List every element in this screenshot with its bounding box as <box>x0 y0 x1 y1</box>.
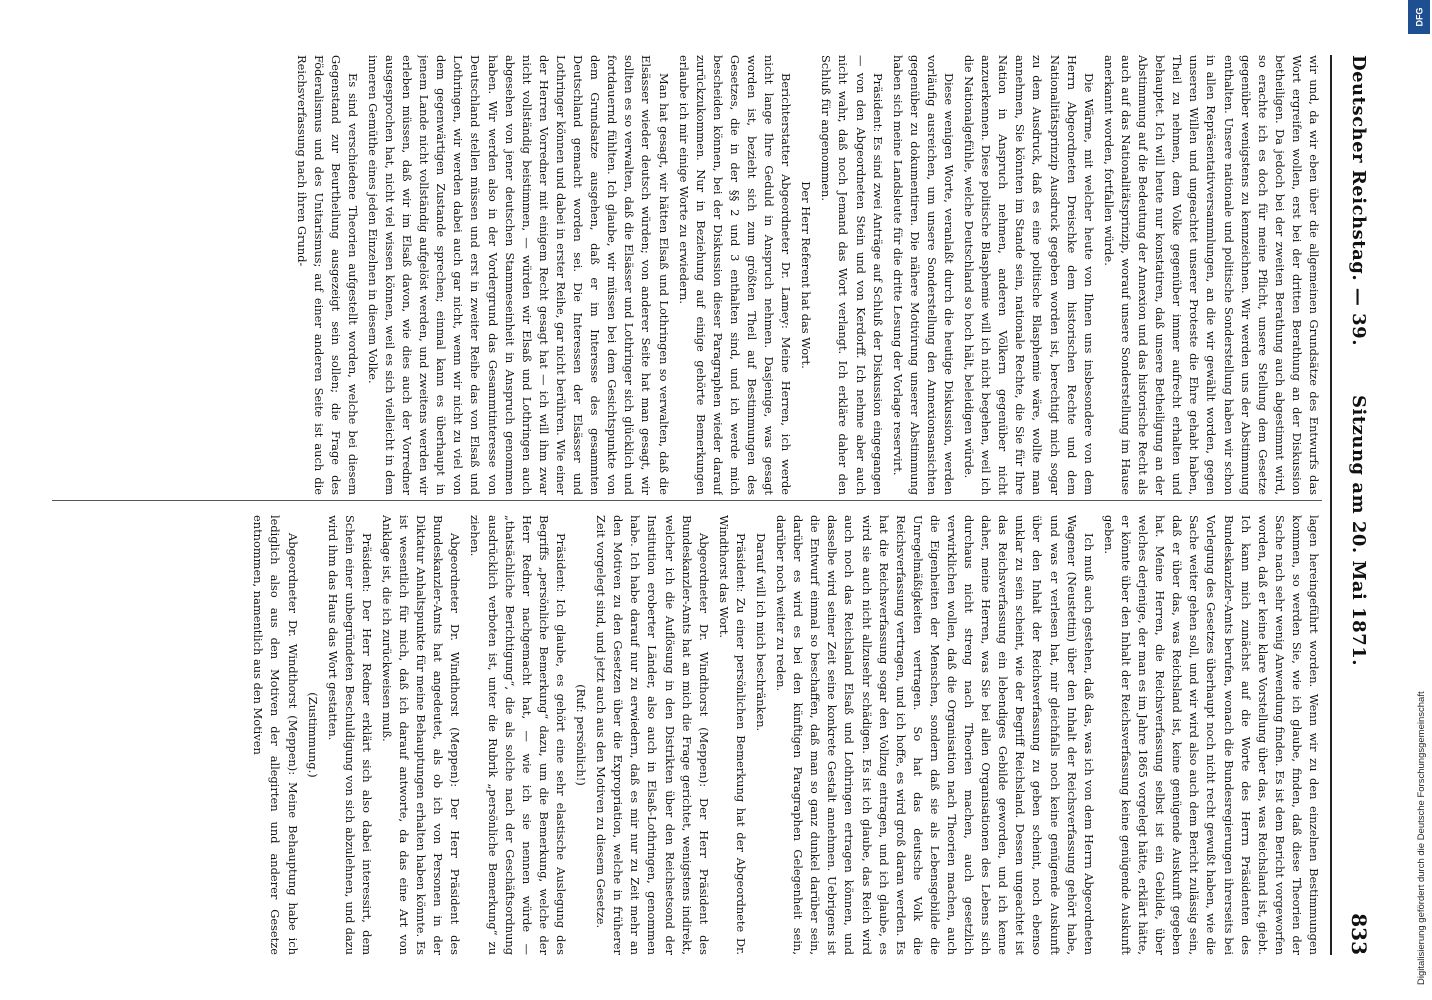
text-column-left <box>62 55 1322 495</box>
digitization-credit: Digitalisierung gefördert durch die Deutsche Forschungsgemeinschaft <box>1416 691 1427 985</box>
header-rule <box>1330 55 1332 955</box>
paragraph: Man hat gesagt, wir hätten Elsaß und Lothringen so verwalten, daß die Elsässer wieder deutsch würden; von anderer Seite hat man gesagt, wir sollten es so verwalten, daß die Elsässer und Lothringer sich glücklich und fortdauernd fühlten. Ich glaube, wir müssen bei dem Gesichtspunkte von dem Grundsatze ausgehen, daß er im Interesse des gesammten Deutschland gemacht worden sei. Die Interessen der Elsässer und Lothringer können und dabei in erster Reihe, gar nicht berühren. Wie einer der Herren Vorredner mit einigem Recht gesagt hat — ich will ihm zwar nicht vollständig beistimmen, — würden wir Elsaß und Lothringen auch abgesehen von jener deutschen Stammeseinheit in Anspruch genommen haben. Wir werden also in der Vordergrund das Gesammtinteresse von Deutschland stellen müssen und erst in zweiter Reihe das von Elsaß und Lothringen, wir werden dabei auch gar nicht, wenn wir nicht zu viel von dem gegenwärtigen Zustande sprechen; einmal kann es überhaupt in jenem Lande nicht vollständig aufgelöst werden, und zweitens werden wir erleben müssen, daß wir im Elsaß davon, wie dies auch der Vorredner ausgesprochen hat, nicht viel wissen können, weil es sich vielleicht in dem inneren Gemüthe eines jeden Einzelnen in diesem Volke. <box>365 55 671 495</box>
paragraph: Berichterstatter Abgeordneter Dr. Lamey: Meine Herren, ich werde nicht lange Ihre Geduld in Anspruch nehmen. Dasjenige, was gesagt worden ist, bezieht sich zum größten Theil auf Bestimmungen des Gesetzes, die in der §§ 2 und 3 enthalten sind, und ich werde mich bescheiden können, bei der Diskussion dieser Paragraphen wieder darauf zurückzukommen. Nur in Beziehung auf einige gehörte Bemerkungen erlaube ich mir einige Worte zu erwiedern. <box>676 55 794 495</box>
page-number: 833 <box>1347 913 1371 955</box>
paragraph: lagen hereingeführt worden. Wenn wir zu den einzelnen Bestimmungen kommen, so werden Sie, wie ich glaube, finden, daß diese Theorien der Sache nach sehr wenig Anwendung finden. Es ist dem Bericht vorgeworfen worden, daß er keine klare Vorstellung über das, was Reichsland ist, giebt. Ich kann mich zunächst auf die Worte des Herrn Präsidenten des Bundeskanzler-Amts berufen, wonach die Bundesregierungen ihrerseits bei Vorlegung des Gesetzes überhaupt noch nicht recht gewußt haben, wie die Sache weiter gehen soll, und wir wird also auch dem Bericht zulässig sein, daß er über das, was Reichsland ist, keine genügende Auskunft gegeben hat. Meine Herren, die Reichsverfassung selbst ist ein Gebilde, über welches derjenige, der man es im Jahre 1865 vorgelegt hätte, erklärt hätte, er könnte über den Inhalt der Reichsverfassung keine genügende Auskunft geben. <box>1101 515 1321 955</box>
paragraph: (Ruf: persönlich!) <box>574 684 589 786</box>
paragraph: Diese wenigen Worte, veranlaßt durch die heutige Diskussion, werden vorläufig ausreichen, um unsere Sonderstellung den Annexionsansichten gegenüber zu dokumentiren. Die nähere Motivirung unserer Abstimmung haben sich meine Landsleute für die dritte Lesung der Vorlage reservirt. <box>890 55 957 495</box>
paragraph: Abgeordneter Dr. Windthorst (Meppen): Der Herr Präsident des Bundeskanzler-Amts hat an mich die Frage gerichtet, wenigstens indirekt, welcher ich die Auflösung in den Distrikten über den Reichsetsond der Institution eroberter Länder, also auch in Elsaß-Lothringen, genommen habe. Ich habe darauf nur zu erwiedern, daß es mir nur zu Zeit mehr an den Motiven zu den Gesetzen über die Expropriation, welche in früherer Zeit vorgelegt sind, und jetzt auch aus den Motiven zu diesem Gesetze. <box>594 515 711 955</box>
paragraph: Es sind verschiedene Theorien aufgestellt worden, welche bei diesem Gegenstand zur Beurtheilung ausgezeigt sein sollen; die Frage des Föderalismus und des Unitarismus; auf einer anderen Seite ist auch die Reichsverfassung nach ihren Grund- <box>294 55 360 495</box>
paragraph: Die Wärme, mit welcher heute von Ihnen uns insbesondere von dem Herrn Abgeordneten Dreischke dem historischen Rechte und dem Nationalitätsprinzip Ausdruck gegeben worden ist, berechtigt mich sogar zu dem Ausdruck, daß es eine politische Blasphemie wäre, wollte man annehmen, Sie könnten im Stande sein, nationale Rechte, die Sie für Ihre Nation in Anspruch nehmen, anderen Völkern gegenüber nicht anzuerkennen. Diese politische Blasphemie will ich nicht begehen, weil ich die Nationalgefühle, welche Deutschland so hoch hält, beleidigen würde. <box>962 55 1096 495</box>
page-header <box>1337 55 1377 955</box>
paragraph: wir und, da wir eben über die allgemeinen Grundsätze des Entwurfs das Wort ergreifen wollen, erst bei der dritten Berathung an der Diskussion betheiligen. Da jedoch bei der zweiten Berathung auch abgestimmt wird, so erachte ich es doch für meine Pflicht, unsere Stellung dem Gesetze gegenüber wenigstens zu kennzeichnen. Wir werden uns der Abstimmung enthalten. Unsere nationale und politische Sonderstellung haben wir schon in allen Repräsentativversammlungen, an die wir gewählt worden, gegen unseren Willen und ungeachtet unserer Proteste die Ehre gehabt haben, Theil zu nehmen, dem Volke gegenüber immer aufrecht erhalten und behauptet. Ich will heute nur konstatiren, daß unsere Betheiligung an der Abstimmung auf die Bedeutung der Annexion und das historische Recht als auch auf das Nationalitätsprinzip, worauf unsere Sonderstellung im Hause anerkannt worden, fortfallen würde. <box>1101 55 1321 495</box>
text-column-right <box>62 515 1322 955</box>
paragraph: Darauf will ich mich beschränken. <box>754 533 768 732</box>
paragraph: Der Herr Referent hat das Wort. <box>799 181 814 369</box>
paragraph: Abgeordneter Dr. Windthorst (Meppen): Meine Behauptung habe ich lediglich also aus den Motiven der allegirten und anderer Gesetze entnommen, namentlich aus den Motiven <box>251 515 300 955</box>
paragraph: Präsident: Zu einer persönlichen Bemerkung hat der Abgeordnete Dr. Windthorst das Wort. <box>716 515 748 955</box>
paragraph: Präsident: Es sind zwei Anträge auf Schluß der Diskussion eingegangen — von den Abgeordneten Stein und von Kerdorff. Ich nehme aber auch nicht wahr, daß noch Jemand das Wort verlangt. Ich erkläre daher den Schluß für angenommen. <box>819 55 885 495</box>
paragraph: (Zustimmung.) <box>305 692 320 778</box>
header-session-date: Sitzung am 20. Mai 1871. <box>1348 395 1369 667</box>
paragraph: Präsident: Der Herr Redner erklärt sich also dabei interessirt, dem Schein einer unbegründeten Beschuldigung von sich abzulehnen, und dazu wird ihm das Haus das Wort gestatten. <box>325 515 374 955</box>
dfg-logo-icon: DFG <box>1408 0 1430 34</box>
paragraph: Präsident: Ich glaube, es gehört eine sehr elastische Auslegung des Begriffs „persönliche Bemerkung“ dazu, um die Bemerkung, welche der Herr Redner nachgemacht hat, — wie ich sie nennen würde — „thatsächliche Berichtigung“, die als solche nach der Geschäftsordnung ausdrücklich verboten ist, unter die Rubrik „persönliche Bemerkung“ zu ziehen. <box>468 515 568 955</box>
header-publication: Deutscher Reichstag. — 39. <box>1348 55 1369 346</box>
column-divider <box>52 500 1322 501</box>
paragraph: Abgeordneter Dr. Windthorst (Meppen): Der Herr Präsident des Bundeskanzler-Amts hat angedeutet, als ob ich von Personen in der Diktatur Anhaltspunkte für meine Behauptungen erhalten haben könnte. Es ist wesentlich für mich, daß ich darauf antworte, da das eine Art von Anklage ist, die ich zurückweisen muß. <box>380 515 463 955</box>
paragraph: Ich muß auch gestehen, daß das, was ich von dem Herrn Abgeordneten Wagener (Neustettin) über den Inhalt der Reichsverfassung gehört habe, und was er verlesen hat, mir gleichfalls noch keine genügende Auskunft über den Inhalt der Reichsverfassung zu geben scheint, noch ebenso unklar zu sein scheint, wie der Begriff Reichsland. Dessen ungeachtet ist das Reichsverfassung ein lebendiges Gebilde geworden, und ich kenne daher, meine Herren, was Sie bei allen Organisationen des Lebens sich durchaus nicht streng nach Theorien machen, auch gesetzlich verwirklichen wollen, daß die Organisation nach Theorien machen, auch die Eigenheiten der Menschen, sondern daß sie als Lebensgebilde die Unregelmäßigkeiten vertragen. So hat das deutsche Volk die Reichsverfassung vertragen, und ich hoffe, es wird groß daran werden. Es hat die Reichsverfassung sogar den Vollzug entragen, und ich glaube, es wird sie auch nicht allzusehr schädigen. Es ist ich glaube, das Reich wird auch noch das Reichsland Elsaß und Lothringen ertragen können, und dasselbe wird seiner Zeit seine konkrete Gestalt annehmen. Uebrigens ist die Entwurf einmal so beschaffen, daß man so ganz dunkel darüber sein, darüber es wird es bei den künftigen Paragraphen Gelegenheit sein, darüber noch weiter zu reden. <box>774 515 1096 955</box>
